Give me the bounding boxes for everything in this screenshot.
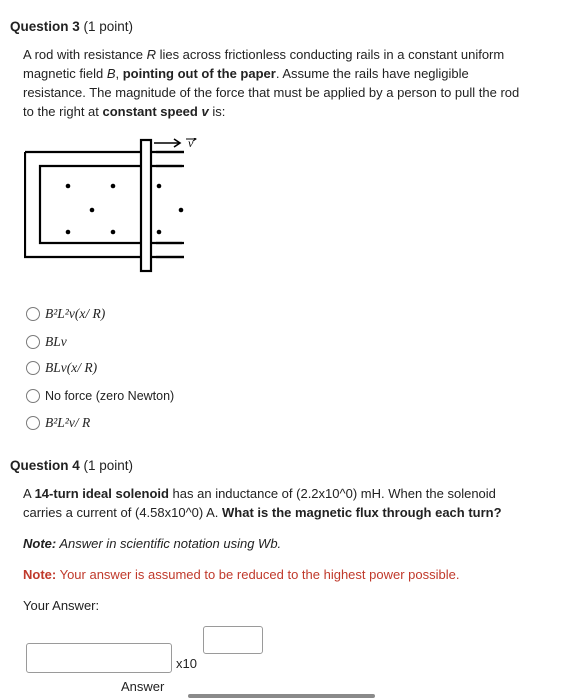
q4-bold-question: What is the magnetic flux through each turn? <box>222 505 502 520</box>
option-3[interactable] <box>26 359 97 377</box>
option-1-label: B²L²v(x/ R) <box>45 306 106 321</box>
q4-bold-solenoid: 14-turn ideal solenoid <box>34 486 169 501</box>
question-3-title: Question 3 <box>10 19 80 34</box>
field-dot <box>179 208 184 213</box>
question-4-points: (1 point) <box>83 458 134 473</box>
q3-symbol-r: R <box>146 47 156 62</box>
field-dot <box>111 230 116 235</box>
scrollbar-horizontal[interactable] <box>188 694 375 698</box>
note-label: Note: <box>23 536 57 551</box>
question-4-text <box>23 484 513 522</box>
note-highest-power <box>23 565 523 584</box>
q3-bold-constant-speed: constant speed <box>102 104 202 119</box>
question-3-text <box>23 45 523 121</box>
option-3-label: BLv(x/ R) <box>45 360 98 375</box>
answer-caption: Answer <box>121 679 165 694</box>
option-2-label: BLv <box>45 334 67 349</box>
q3-bold-field-direction: pointing out of the paper <box>122 66 276 81</box>
question-3-header <box>10 19 133 34</box>
option-5[interactable] <box>26 414 90 432</box>
field-dot <box>157 184 162 189</box>
times-ten-label: x10 <box>176 656 197 671</box>
option-3-radio[interactable] <box>26 361 40 375</box>
option-4-label: No force (zero Newton) <box>45 389 175 403</box>
rail-extension <box>156 152 184 257</box>
field-dot <box>157 230 162 235</box>
option-4[interactable] <box>26 387 174 405</box>
q3-symbol-b: B <box>106 66 116 81</box>
note-text: Your answer is assumed to be reduced to the highest power possible. <box>56 567 460 582</box>
q3-text-part: . Assume the rails have negligible resistance. The magnitude of the force that must be applied by a person to pull the rod to the right at <box>23 66 520 119</box>
velocity-arrow-icon <box>154 139 180 147</box>
field-dot <box>111 184 116 189</box>
option-1[interactable] <box>26 305 105 323</box>
option-5-radio[interactable] <box>26 416 40 430</box>
q3-symbol-v: v <box>201 104 209 119</box>
velocity-label: v <box>188 138 194 150</box>
question-4-header <box>10 458 133 473</box>
note-label: Note: <box>23 567 57 582</box>
field-dot <box>66 184 71 189</box>
q3-text-part: is: <box>208 104 226 119</box>
q4-text-part: A <box>23 486 35 501</box>
option-5-label: B²L²v/ R <box>45 415 91 430</box>
note-scientific <box>23 534 523 553</box>
option-4-radio[interactable] <box>26 389 40 403</box>
note-text: Answer in scientific notation using Wb. <box>56 536 282 551</box>
answer-exponent-input[interactable] <box>203 626 263 654</box>
q3-text-part: lies across frictionless conducting rails in a constant uniform magnetic field <box>23 47 505 81</box>
outer-rail <box>25 152 184 257</box>
q3-text-part: A rod with resistance <box>23 47 147 62</box>
option-1-radio[interactable] <box>26 307 40 321</box>
option-2-radio[interactable] <box>26 335 40 349</box>
rod-rails-diagram <box>24 138 214 273</box>
q3-text-part: , <box>115 66 123 81</box>
your-answer-label: Your Answer: <box>23 598 100 613</box>
question-3-points: (1 point) <box>83 19 134 34</box>
q4-text-part: has an inductance of (2.2x10^0) mH. When the solenoid carries a current of (4.58x10^0) A. <box>23 486 496 520</box>
option-2[interactable] <box>26 333 67 351</box>
moving-rod <box>141 140 151 271</box>
question-4-title: Question 4 <box>10 458 80 473</box>
answer-mantissa-input[interactable] <box>26 643 172 673</box>
field-dot <box>66 230 71 235</box>
field-dot <box>90 208 95 213</box>
